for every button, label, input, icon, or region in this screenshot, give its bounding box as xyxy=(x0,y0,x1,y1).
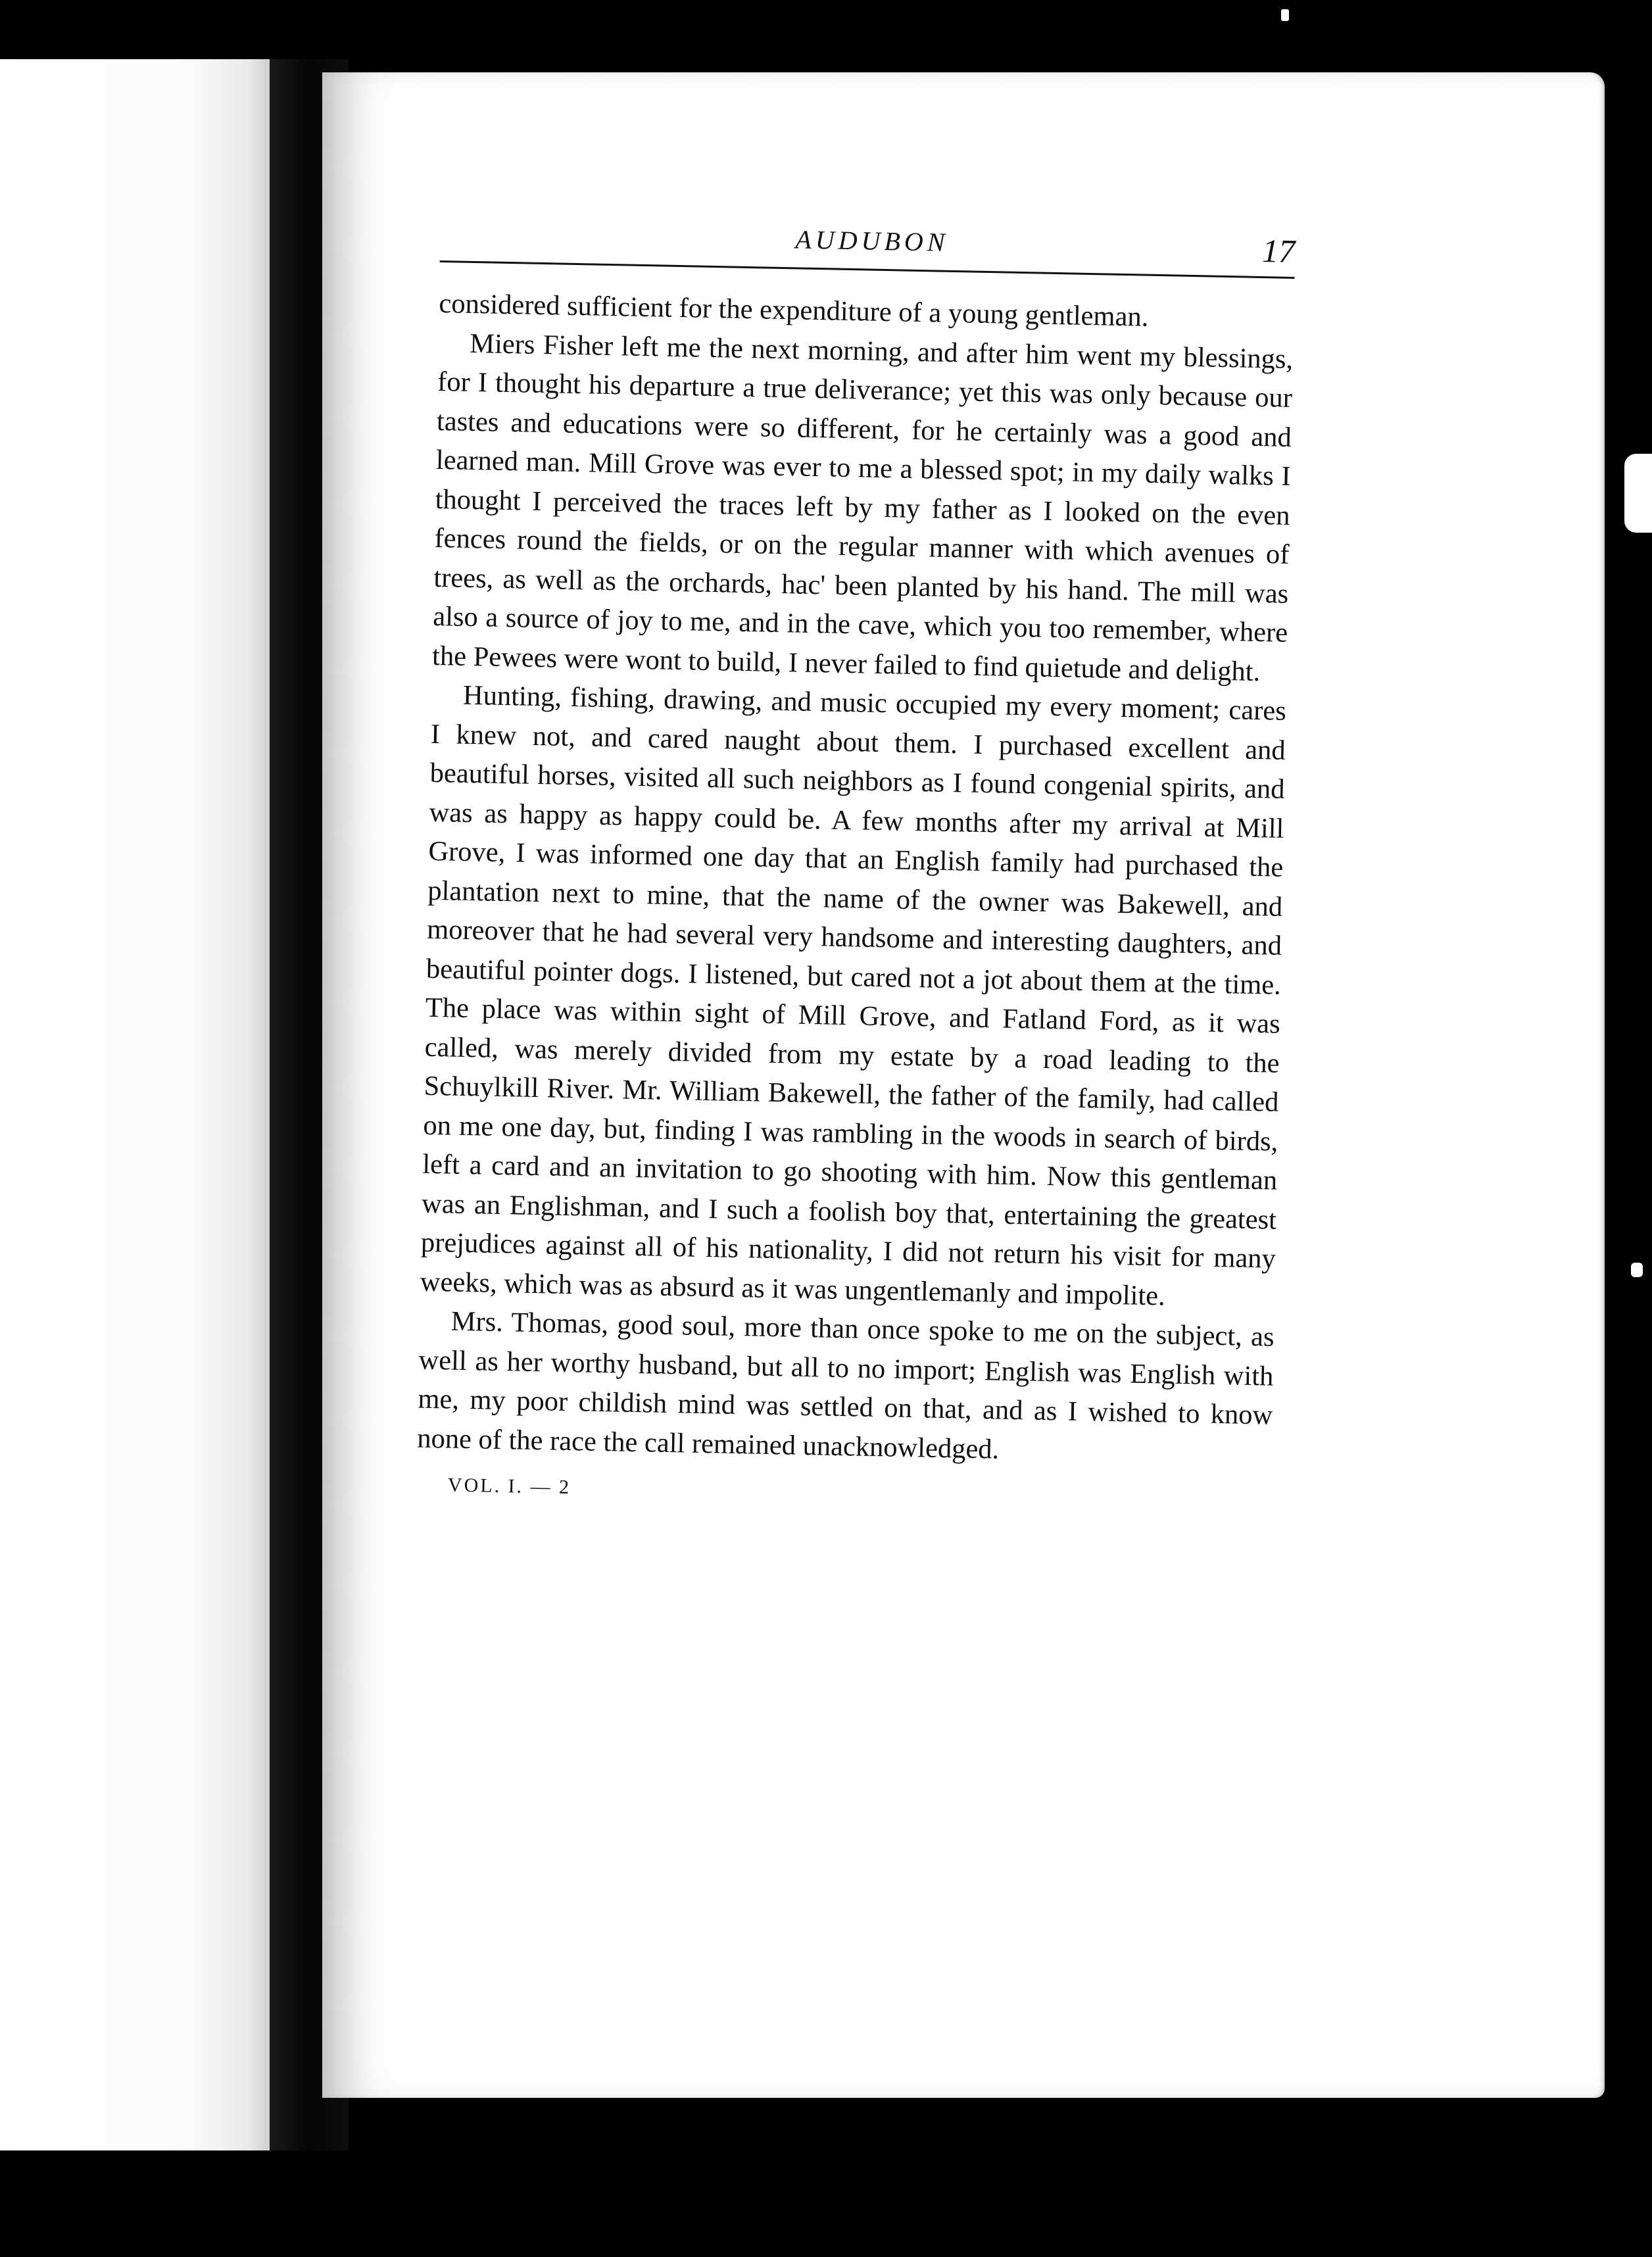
header-rule xyxy=(440,260,1295,279)
left-blank-page xyxy=(0,59,270,2150)
page-content xyxy=(416,217,1296,1513)
paragraph-3: Hunting, fishing, drawing, and music occupied my every moment; cares I knew not, and cared naught about them. I purchased excellent and beautiful horses, visited all such neighbors as I found congenial spirits, and was as happy as happy could be. A few months after my arrival at Mill Grove, I was informed one day that an English family had purchased the plantation next to mine, that the name of the owner was Bakewell, and moreover that he had several very handsome and interesting daughters, and beautiful pointer dogs. I listened, but cared not a jot about them at the time. The place was within sight of Mill Grove, and Fatland Ford, as it was called, was merely divided from my estate by a road leading to the Schuylkill River. Mr. William Bakewell, the father of the family, had called on me one day, but, finding I was rambling in the woods in search of birds, left a card and an invitation to go shooting with him. Now this gentleman was an Englishman, and I such a foolish boy that, entertaining the greatest prejudices against all of his nationality, I did not return his visit for many weeks, which was as absurd as it was ungentlemanly and impolite. xyxy=(420,679,1287,1311)
white-speck xyxy=(1281,9,1289,21)
body-text xyxy=(417,284,1294,1474)
white-speck xyxy=(1631,1263,1643,1277)
paragraph-1: considered sufficient for the expenditure of a young gentleman. xyxy=(439,287,1149,333)
paragraph-2: Miers Fisher left me the next morning, and after him went my blessings, for I thought his departure a true deliverance; yet this was only because our tastes and educations were so different, for he certainly was a good and learned man. Mill Grove was ever to me a blessed spot; in my daily walks I thought I perceived the traces left by my father as I looked on the even fences round the fields, or on the regular manner with which avenues of trees, as well as the orchards, hac' been planted by his hand. The mill was also a source of joy to me, and in the cave, which you too remember, where the Pewees were wont to build, I never failed to find quietude and delight. xyxy=(431,328,1294,687)
signature-mark: VOL. I. — 2 xyxy=(447,1474,571,1499)
paragraph-4: Mrs. Thomas, good soul, more than once spoke to me on the subject, as well as her worthy husband, but all to no import; English was English with me, my poor childish mind was settled on that, and as I wished to know none of the race the call remained unacknowledged. xyxy=(416,1305,1275,1465)
running-head-title: AUDUBON xyxy=(795,224,949,257)
white-speck xyxy=(1624,454,1652,533)
page-number: 17 xyxy=(1261,231,1296,270)
